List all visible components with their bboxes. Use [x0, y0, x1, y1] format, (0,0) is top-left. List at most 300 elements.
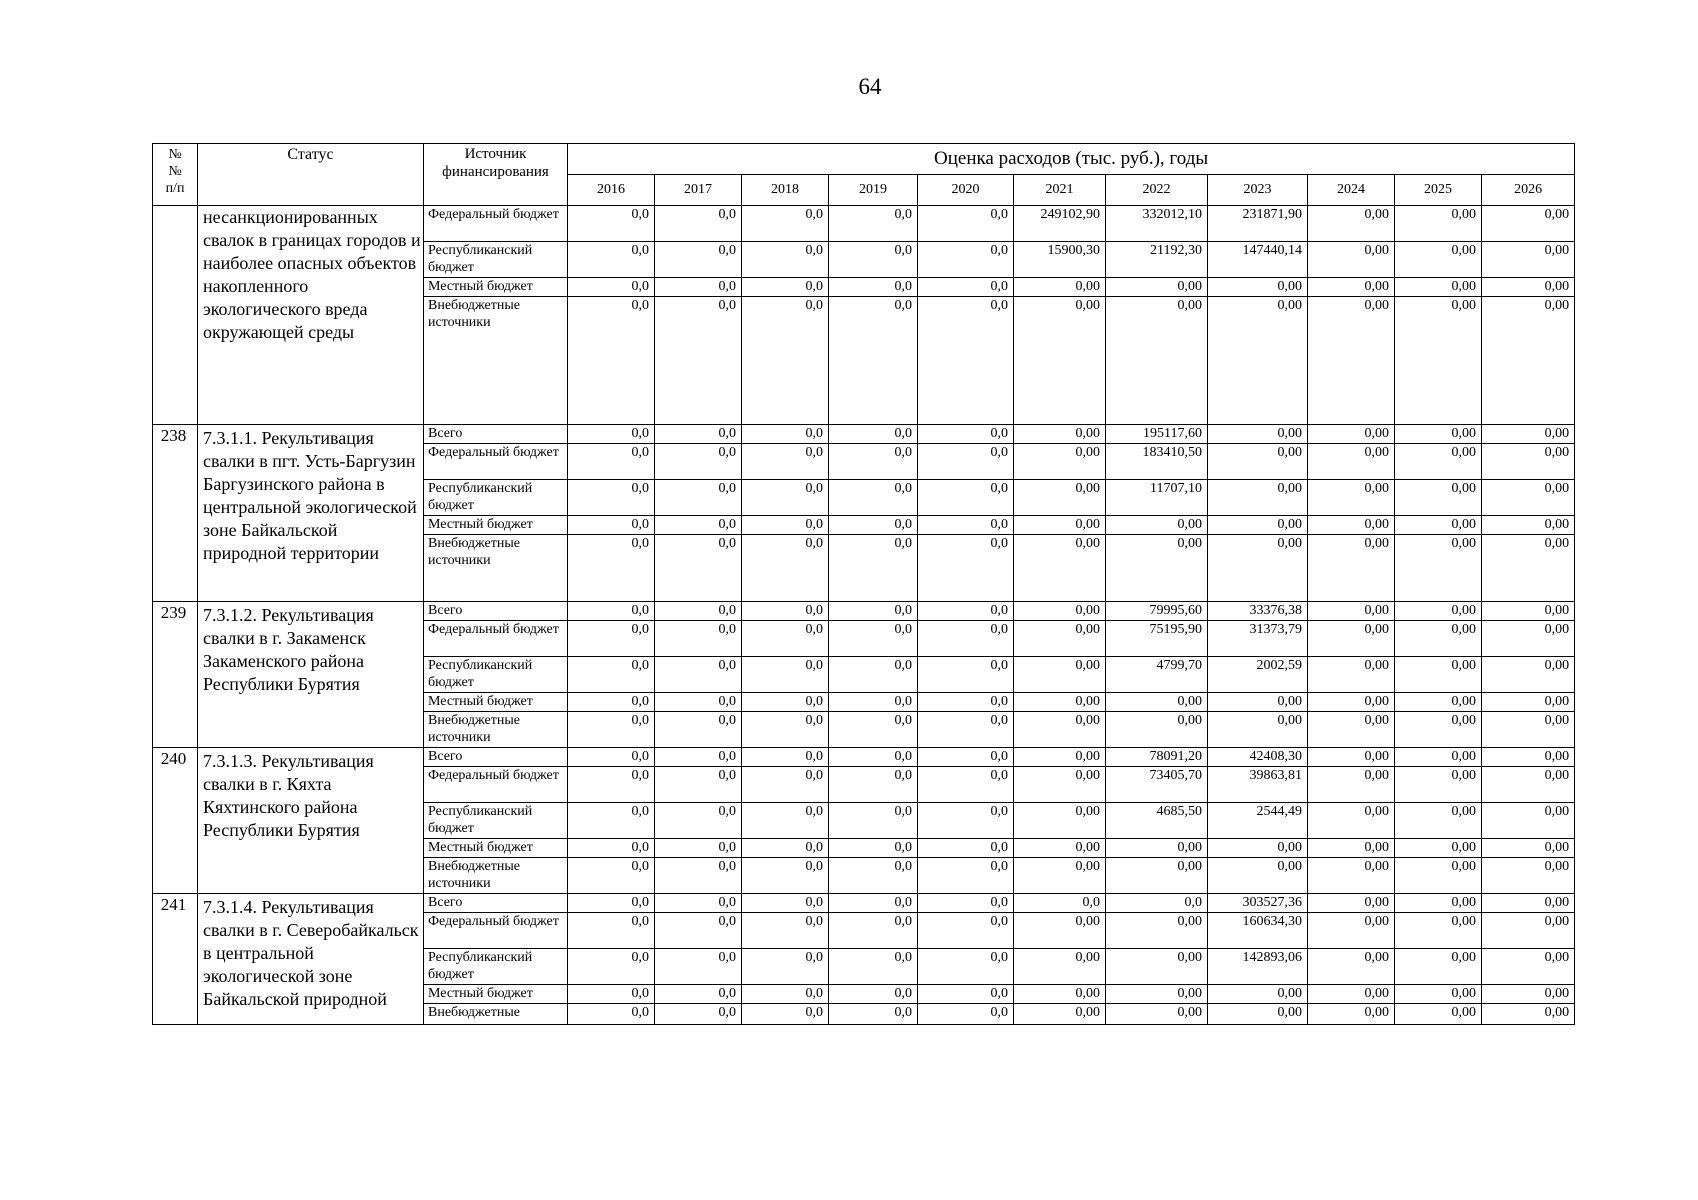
- value-cell-2018: 0,0: [742, 297, 829, 425]
- value-cell-2026: 0,00: [1482, 894, 1575, 913]
- value-cell-2017: 0,0: [655, 858, 742, 894]
- value-cell-2018: 0,0: [742, 425, 829, 444]
- value-cell-2024: 0,00: [1308, 206, 1395, 242]
- value-cell-2022: 0,00: [1106, 535, 1208, 602]
- value-cell-2024: 0,00: [1308, 894, 1395, 913]
- value-cell-2022: 0,00: [1106, 985, 1208, 1004]
- value-cell-2025: 0,00: [1395, 839, 1482, 858]
- value-cell-2024: 0,00: [1308, 480, 1395, 516]
- value-cell-2020: 0,0: [918, 839, 1014, 858]
- funding-source-cell: Местный бюджет: [424, 278, 568, 297]
- year-header-2017: 2017: [655, 175, 742, 206]
- value-cell-2022: 75195,90: [1106, 621, 1208, 657]
- value-cell-2025: 0,00: [1395, 985, 1482, 1004]
- value-cell-2018: 0,0: [742, 985, 829, 1004]
- value-cell-2021: 0,00: [1014, 278, 1106, 297]
- value-cell-2025: 0,00: [1395, 425, 1482, 444]
- funding-source-cell: Всего: [424, 748, 568, 767]
- value-cell-2016: 0,0: [568, 425, 655, 444]
- value-cell-2019: 0,0: [829, 712, 918, 748]
- value-cell-2017: 0,0: [655, 425, 742, 444]
- value-cell-2024: 0,00: [1308, 949, 1395, 985]
- value-cell-2018: 0,0: [742, 858, 829, 894]
- value-cell-2017: 0,0: [655, 839, 742, 858]
- value-cell-2022: 78091,20: [1106, 748, 1208, 767]
- value-cell-2026: 0,00: [1482, 693, 1575, 712]
- value-cell-2016: 0,0: [568, 913, 655, 949]
- col-header-num: № № п/п: [153, 144, 198, 206]
- value-cell-2024: 0,00: [1308, 748, 1395, 767]
- funding-source-cell: Республиканский бюджет: [424, 480, 568, 516]
- value-cell-2026: 0,00: [1482, 621, 1575, 657]
- value-cell-2024: 0,00: [1308, 913, 1395, 949]
- funding-source-cell: Республиканский бюджет: [424, 242, 568, 278]
- value-cell-2023: 0,00: [1208, 297, 1308, 425]
- year-header-2026: 2026: [1482, 175, 1575, 206]
- value-cell-2023: 42408,30: [1208, 748, 1308, 767]
- value-cell-2016: 0,0: [568, 1004, 655, 1025]
- value-cell-2018: 0,0: [742, 657, 829, 693]
- row-number: 240: [153, 748, 198, 894]
- value-cell-2021: 249102,90: [1014, 206, 1106, 242]
- value-cell-2022: 73405,70: [1106, 767, 1208, 803]
- value-cell-2023: 0,00: [1208, 425, 1308, 444]
- value-cell-2023: 2002,59: [1208, 657, 1308, 693]
- year-header-2018: 2018: [742, 175, 829, 206]
- value-cell-2025: 0,00: [1395, 480, 1482, 516]
- value-cell-2017: 0,0: [655, 949, 742, 985]
- value-cell-2017: 0,0: [655, 712, 742, 748]
- value-cell-2025: 0,00: [1395, 444, 1482, 480]
- value-cell-2016: 0,0: [568, 693, 655, 712]
- status-cell: 7.3.1.1. Рекультивация свалки в пгт. Усть-Баргузин Баргузинского района в центральной экологической зоне Байкальской природной территории: [198, 425, 424, 602]
- value-cell-2020: 0,0: [918, 535, 1014, 602]
- year-header-2016: 2016: [568, 175, 655, 206]
- col-header-expenses: Оценка расходов (тыс. руб.), годы: [568, 144, 1575, 175]
- value-cell-2017: 0,0: [655, 657, 742, 693]
- value-cell-2023: 142893,06: [1208, 949, 1308, 985]
- value-cell-2020: 0,0: [918, 858, 1014, 894]
- value-cell-2017: 0,0: [655, 693, 742, 712]
- value-cell-2016: 0,0: [568, 985, 655, 1004]
- value-cell-2026: 0,00: [1482, 657, 1575, 693]
- year-header-2020: 2020: [918, 175, 1014, 206]
- value-cell-2016: 0,0: [568, 444, 655, 480]
- value-cell-2024: 0,00: [1308, 444, 1395, 480]
- year-header-2021: 2021: [1014, 175, 1106, 206]
- value-cell-2024: 0,00: [1308, 621, 1395, 657]
- value-cell-2022: 0,00: [1106, 693, 1208, 712]
- value-cell-2018: 0,0: [742, 767, 829, 803]
- value-cell-2026: 0,00: [1482, 985, 1575, 1004]
- value-cell-2021: 0,00: [1014, 839, 1106, 858]
- value-cell-2019: 0,0: [829, 278, 918, 297]
- value-cell-2023: 0,00: [1208, 693, 1308, 712]
- value-cell-2021: 0,00: [1014, 444, 1106, 480]
- value-cell-2020: 0,0: [918, 242, 1014, 278]
- value-cell-2024: 0,00: [1308, 602, 1395, 621]
- value-cell-2022: 79995,60: [1106, 602, 1208, 621]
- value-cell-2019: 0,0: [829, 858, 918, 894]
- value-cell-2026: 0,00: [1482, 913, 1575, 949]
- value-cell-2020: 0,0: [918, 894, 1014, 913]
- value-cell-2016: 0,0: [568, 858, 655, 894]
- value-cell-2025: 0,00: [1395, 657, 1482, 693]
- value-cell-2021: 0,00: [1014, 480, 1106, 516]
- value-cell-2025: 0,00: [1395, 278, 1482, 297]
- value-cell-2026: 0,00: [1482, 803, 1575, 839]
- funding-source-cell: Внебюджетные источники: [424, 535, 568, 602]
- value-cell-2022: 0,00: [1106, 949, 1208, 985]
- value-cell-2025: 0,00: [1395, 621, 1482, 657]
- year-header-2024: 2024: [1308, 175, 1395, 206]
- value-cell-2021: 0,0: [1014, 894, 1106, 913]
- funding-source-cell: Всего: [424, 425, 568, 444]
- value-cell-2017: 0,0: [655, 535, 742, 602]
- value-cell-2017: 0,0: [655, 621, 742, 657]
- value-cell-2024: 0,00: [1308, 535, 1395, 602]
- value-cell-2022: 21192,30: [1106, 242, 1208, 278]
- value-cell-2018: 0,0: [742, 242, 829, 278]
- value-cell-2018: 0,0: [742, 1004, 829, 1025]
- value-cell-2018: 0,0: [742, 949, 829, 985]
- value-cell-2019: 0,0: [829, 425, 918, 444]
- value-cell-2018: 0,0: [742, 913, 829, 949]
- value-cell-2020: 0,0: [918, 693, 1014, 712]
- value-cell-2025: 0,00: [1395, 602, 1482, 621]
- value-cell-2023: 0,00: [1208, 516, 1308, 535]
- value-cell-2016: 0,0: [568, 767, 655, 803]
- value-cell-2025: 0,00: [1395, 535, 1482, 602]
- value-cell-2017: 0,0: [655, 480, 742, 516]
- value-cell-2024: 0,00: [1308, 803, 1395, 839]
- value-cell-2025: 0,00: [1395, 693, 1482, 712]
- value-cell-2017: 0,0: [655, 894, 742, 913]
- budget-table: [152, 143, 1575, 1025]
- value-cell-2021: 0,00: [1014, 621, 1106, 657]
- table-row: [153, 602, 1575, 621]
- value-cell-2025: 0,00: [1395, 1004, 1482, 1025]
- value-cell-2017: 0,0: [655, 242, 742, 278]
- value-cell-2016: 0,0: [568, 621, 655, 657]
- value-cell-2025: 0,00: [1395, 913, 1482, 949]
- value-cell-2020: 0,0: [918, 297, 1014, 425]
- value-cell-2023: 231871,90: [1208, 206, 1308, 242]
- status-cell: 7.3.1.4. Рекультивация свалки в г. Северобайкальск в центральной экологической зоне Байкальской природной: [198, 894, 424, 1025]
- value-cell-2019: 0,0: [829, 894, 918, 913]
- value-cell-2021: 0,00: [1014, 803, 1106, 839]
- value-cell-2021: 0,00: [1014, 425, 1106, 444]
- value-cell-2019: 0,0: [829, 913, 918, 949]
- value-cell-2019: 0,0: [829, 657, 918, 693]
- value-cell-2026: 0,00: [1482, 602, 1575, 621]
- value-cell-2019: 0,0: [829, 985, 918, 1004]
- value-cell-2024: 0,00: [1308, 985, 1395, 1004]
- value-cell-2023: 0,00: [1208, 278, 1308, 297]
- value-cell-2016: 0,0: [568, 748, 655, 767]
- funding-source-cell: Внебюджетные источники: [424, 297, 568, 425]
- value-cell-2025: 0,00: [1395, 748, 1482, 767]
- value-cell-2022: 0,00: [1106, 278, 1208, 297]
- value-cell-2018: 0,0: [742, 748, 829, 767]
- funding-source-cell: Федеральный бюджет: [424, 444, 568, 480]
- row-number: [153, 206, 198, 425]
- value-cell-2023: 147440,14: [1208, 242, 1308, 278]
- value-cell-2025: 0,00: [1395, 894, 1482, 913]
- value-cell-2017: 0,0: [655, 913, 742, 949]
- value-cell-2026: 0,00: [1482, 444, 1575, 480]
- value-cell-2021: 15900,30: [1014, 242, 1106, 278]
- year-header-2025: 2025: [1395, 175, 1482, 206]
- value-cell-2026: 0,00: [1482, 767, 1575, 803]
- value-cell-2020: 0,0: [918, 712, 1014, 748]
- value-cell-2021: 0,00: [1014, 657, 1106, 693]
- value-cell-2026: 0,00: [1482, 516, 1575, 535]
- value-cell-2022: 0,0: [1106, 894, 1208, 913]
- value-cell-2023: 0,00: [1208, 858, 1308, 894]
- header-row-1: [153, 144, 1575, 175]
- funding-source-cell: Всего: [424, 602, 568, 621]
- value-cell-2018: 0,0: [742, 480, 829, 516]
- value-cell-2026: 0,00: [1482, 278, 1575, 297]
- row-number: 241: [153, 894, 198, 1025]
- value-cell-2016: 0,0: [568, 602, 655, 621]
- value-cell-2020: 0,0: [918, 480, 1014, 516]
- value-cell-2017: 0,0: [655, 767, 742, 803]
- value-cell-2022: 4685,50: [1106, 803, 1208, 839]
- value-cell-2016: 0,0: [568, 803, 655, 839]
- value-cell-2016: 0,0: [568, 949, 655, 985]
- value-cell-2017: 0,0: [655, 748, 742, 767]
- value-cell-2021: 0,00: [1014, 602, 1106, 621]
- value-cell-2020: 0,0: [918, 621, 1014, 657]
- value-cell-2018: 0,0: [742, 693, 829, 712]
- value-cell-2019: 0,0: [829, 297, 918, 425]
- value-cell-2024: 0,00: [1308, 693, 1395, 712]
- value-cell-2023: 160634,30: [1208, 913, 1308, 949]
- table-row: [153, 425, 1575, 444]
- col-header-source: Источник финансирования: [424, 144, 568, 206]
- value-cell-2021: 0,00: [1014, 985, 1106, 1004]
- value-cell-2023: 0,00: [1208, 480, 1308, 516]
- value-cell-2017: 0,0: [655, 1004, 742, 1025]
- value-cell-2025: 0,00: [1395, 949, 1482, 985]
- table-row: [153, 748, 1575, 767]
- value-cell-2022: 183410,50: [1106, 444, 1208, 480]
- value-cell-2026: 0,00: [1482, 206, 1575, 242]
- value-cell-2025: 0,00: [1395, 767, 1482, 803]
- value-cell-2023: 303527,36: [1208, 894, 1308, 913]
- value-cell-2026: 0,00: [1482, 839, 1575, 858]
- value-cell-2018: 0,0: [742, 712, 829, 748]
- row-number: 238: [153, 425, 198, 602]
- funding-source-cell: Местный бюджет: [424, 839, 568, 858]
- value-cell-2017: 0,0: [655, 297, 742, 425]
- value-cell-2023: 0,00: [1208, 839, 1308, 858]
- value-cell-2021: 0,00: [1014, 767, 1106, 803]
- table-row: [153, 206, 1575, 242]
- value-cell-2025: 0,00: [1395, 242, 1482, 278]
- value-cell-2020: 0,0: [918, 516, 1014, 535]
- status-cell: несанкционированных свалок в границах городов и наиболее опасных объектов накопленного экологического вреда окружающей среды: [198, 206, 424, 425]
- value-cell-2026: 0,00: [1482, 949, 1575, 985]
- value-cell-2020: 0,0: [918, 206, 1014, 242]
- value-cell-2022: 195117,60: [1106, 425, 1208, 444]
- value-cell-2018: 0,0: [742, 894, 829, 913]
- value-cell-2017: 0,0: [655, 278, 742, 297]
- value-cell-2022: 0,00: [1106, 858, 1208, 894]
- value-cell-2020: 0,0: [918, 767, 1014, 803]
- value-cell-2026: 0,00: [1482, 425, 1575, 444]
- table-row: [153, 894, 1575, 913]
- value-cell-2024: 0,00: [1308, 516, 1395, 535]
- funding-source-cell: Федеральный бюджет: [424, 767, 568, 803]
- value-cell-2024: 0,00: [1308, 242, 1395, 278]
- value-cell-2020: 0,0: [918, 444, 1014, 480]
- value-cell-2020: 0,0: [918, 1004, 1014, 1025]
- value-cell-2018: 0,0: [742, 278, 829, 297]
- value-cell-2019: 0,0: [829, 803, 918, 839]
- value-cell-2020: 0,0: [918, 803, 1014, 839]
- value-cell-2022: 0,00: [1106, 913, 1208, 949]
- funding-source-cell: Федеральный бюджет: [424, 206, 568, 242]
- funding-source-cell: Федеральный бюджет: [424, 913, 568, 949]
- value-cell-2023: 0,00: [1208, 444, 1308, 480]
- value-cell-2020: 0,0: [918, 913, 1014, 949]
- value-cell-2026: 0,00: [1482, 535, 1575, 602]
- value-cell-2018: 0,0: [742, 839, 829, 858]
- value-cell-2019: 0,0: [829, 949, 918, 985]
- value-cell-2023: 0,00: [1208, 712, 1308, 748]
- value-cell-2020: 0,0: [918, 949, 1014, 985]
- funding-source-cell: Республиканский бюджет: [424, 657, 568, 693]
- value-cell-2025: 0,00: [1395, 297, 1482, 425]
- value-cell-2022: 332012,10: [1106, 206, 1208, 242]
- value-cell-2021: 0,00: [1014, 748, 1106, 767]
- value-cell-2019: 0,0: [829, 1004, 918, 1025]
- value-cell-2021: 0,00: [1014, 712, 1106, 748]
- value-cell-2026: 0,00: [1482, 1004, 1575, 1025]
- value-cell-2019: 0,0: [829, 839, 918, 858]
- value-cell-2025: 0,00: [1395, 712, 1482, 748]
- value-cell-2016: 0,0: [568, 839, 655, 858]
- value-cell-2020: 0,0: [918, 657, 1014, 693]
- value-cell-2019: 0,0: [829, 767, 918, 803]
- year-header-2019: 2019: [829, 175, 918, 206]
- value-cell-2017: 0,0: [655, 602, 742, 621]
- value-cell-2025: 0,00: [1395, 858, 1482, 894]
- value-cell-2016: 0,0: [568, 516, 655, 535]
- funding-source-cell: Местный бюджет: [424, 985, 568, 1004]
- value-cell-2023: 39863,81: [1208, 767, 1308, 803]
- col-header-status: Статус: [198, 144, 424, 206]
- funding-source-cell: Внебюджетные источники: [424, 712, 568, 748]
- value-cell-2017: 0,0: [655, 803, 742, 839]
- value-cell-2021: 0,00: [1014, 949, 1106, 985]
- value-cell-2019: 0,0: [829, 535, 918, 602]
- value-cell-2026: 0,00: [1482, 748, 1575, 767]
- value-cell-2016: 0,0: [568, 657, 655, 693]
- status-cell: 7.3.1.3. Рекультивация свалки в г. Кяхта Кяхтинского района Республики Бурятия: [198, 748, 424, 894]
- value-cell-2024: 0,00: [1308, 425, 1395, 444]
- value-cell-2016: 0,0: [568, 297, 655, 425]
- value-cell-2022: 0,00: [1106, 516, 1208, 535]
- funding-source-cell: Республиканский бюджет: [424, 803, 568, 839]
- value-cell-2018: 0,0: [742, 516, 829, 535]
- funding-source-cell: Местный бюджет: [424, 516, 568, 535]
- value-cell-2021: 0,00: [1014, 516, 1106, 535]
- funding-source-cell: Федеральный бюджет: [424, 621, 568, 657]
- page-number: 64: [858, 74, 882, 99]
- value-cell-2021: 0,00: [1014, 913, 1106, 949]
- value-cell-2022: 0,00: [1106, 712, 1208, 748]
- value-cell-2016: 0,0: [568, 242, 655, 278]
- value-cell-2018: 0,0: [742, 602, 829, 621]
- value-cell-2023: 31373,79: [1208, 621, 1308, 657]
- status-cell: 7.3.1.2. Рекультивация свалки в г. Закаменск Закаменского района Республики Бурятия: [198, 602, 424, 748]
- value-cell-2016: 0,0: [568, 206, 655, 242]
- value-cell-2025: 0,00: [1395, 803, 1482, 839]
- funding-source-cell: Местный бюджет: [424, 693, 568, 712]
- value-cell-2024: 0,00: [1308, 1004, 1395, 1025]
- value-cell-2026: 0,00: [1482, 712, 1575, 748]
- value-cell-2024: 0,00: [1308, 657, 1395, 693]
- value-cell-2019: 0,0: [829, 242, 918, 278]
- value-cell-2025: 0,00: [1395, 206, 1482, 242]
- value-cell-2023: 0,00: [1208, 985, 1308, 1004]
- value-cell-2021: 0,00: [1014, 1004, 1106, 1025]
- value-cell-2020: 0,0: [918, 425, 1014, 444]
- value-cell-2016: 0,0: [568, 712, 655, 748]
- value-cell-2026: 0,00: [1482, 297, 1575, 425]
- value-cell-2017: 0,0: [655, 444, 742, 480]
- value-cell-2024: 0,00: [1308, 712, 1395, 748]
- value-cell-2024: 0,00: [1308, 767, 1395, 803]
- value-cell-2024: 0,00: [1308, 278, 1395, 297]
- value-cell-2024: 0,00: [1308, 858, 1395, 894]
- value-cell-2023: 0,00: [1208, 1004, 1308, 1025]
- value-cell-2016: 0,0: [568, 480, 655, 516]
- value-cell-2019: 0,0: [829, 444, 918, 480]
- funding-source-cell: Всего: [424, 894, 568, 913]
- row-number: 239: [153, 602, 198, 748]
- value-cell-2023: 2544,49: [1208, 803, 1308, 839]
- value-cell-2016: 0,0: [568, 894, 655, 913]
- funding-source-cell: Республиканский бюджет: [424, 949, 568, 985]
- value-cell-2018: 0,0: [742, 803, 829, 839]
- value-cell-2021: 0,00: [1014, 535, 1106, 602]
- value-cell-2020: 0,0: [918, 985, 1014, 1004]
- value-cell-2019: 0,0: [829, 206, 918, 242]
- value-cell-2026: 0,00: [1482, 242, 1575, 278]
- value-cell-2021: 0,00: [1014, 858, 1106, 894]
- value-cell-2016: 0,0: [568, 278, 655, 297]
- value-cell-2019: 0,0: [829, 602, 918, 621]
- value-cell-2017: 0,0: [655, 985, 742, 1004]
- value-cell-2021: 0,00: [1014, 693, 1106, 712]
- value-cell-2024: 0,00: [1308, 297, 1395, 425]
- value-cell-2026: 0,00: [1482, 858, 1575, 894]
- value-cell-2023: 33376,38: [1208, 602, 1308, 621]
- value-cell-2022: 0,00: [1106, 839, 1208, 858]
- value-cell-2019: 0,0: [829, 748, 918, 767]
- value-cell-2018: 0,0: [742, 535, 829, 602]
- value-cell-2024: 0,00: [1308, 839, 1395, 858]
- value-cell-2016: 0,0: [568, 535, 655, 602]
- value-cell-2017: 0,0: [655, 516, 742, 535]
- value-cell-2019: 0,0: [829, 621, 918, 657]
- value-cell-2025: 0,00: [1395, 516, 1482, 535]
